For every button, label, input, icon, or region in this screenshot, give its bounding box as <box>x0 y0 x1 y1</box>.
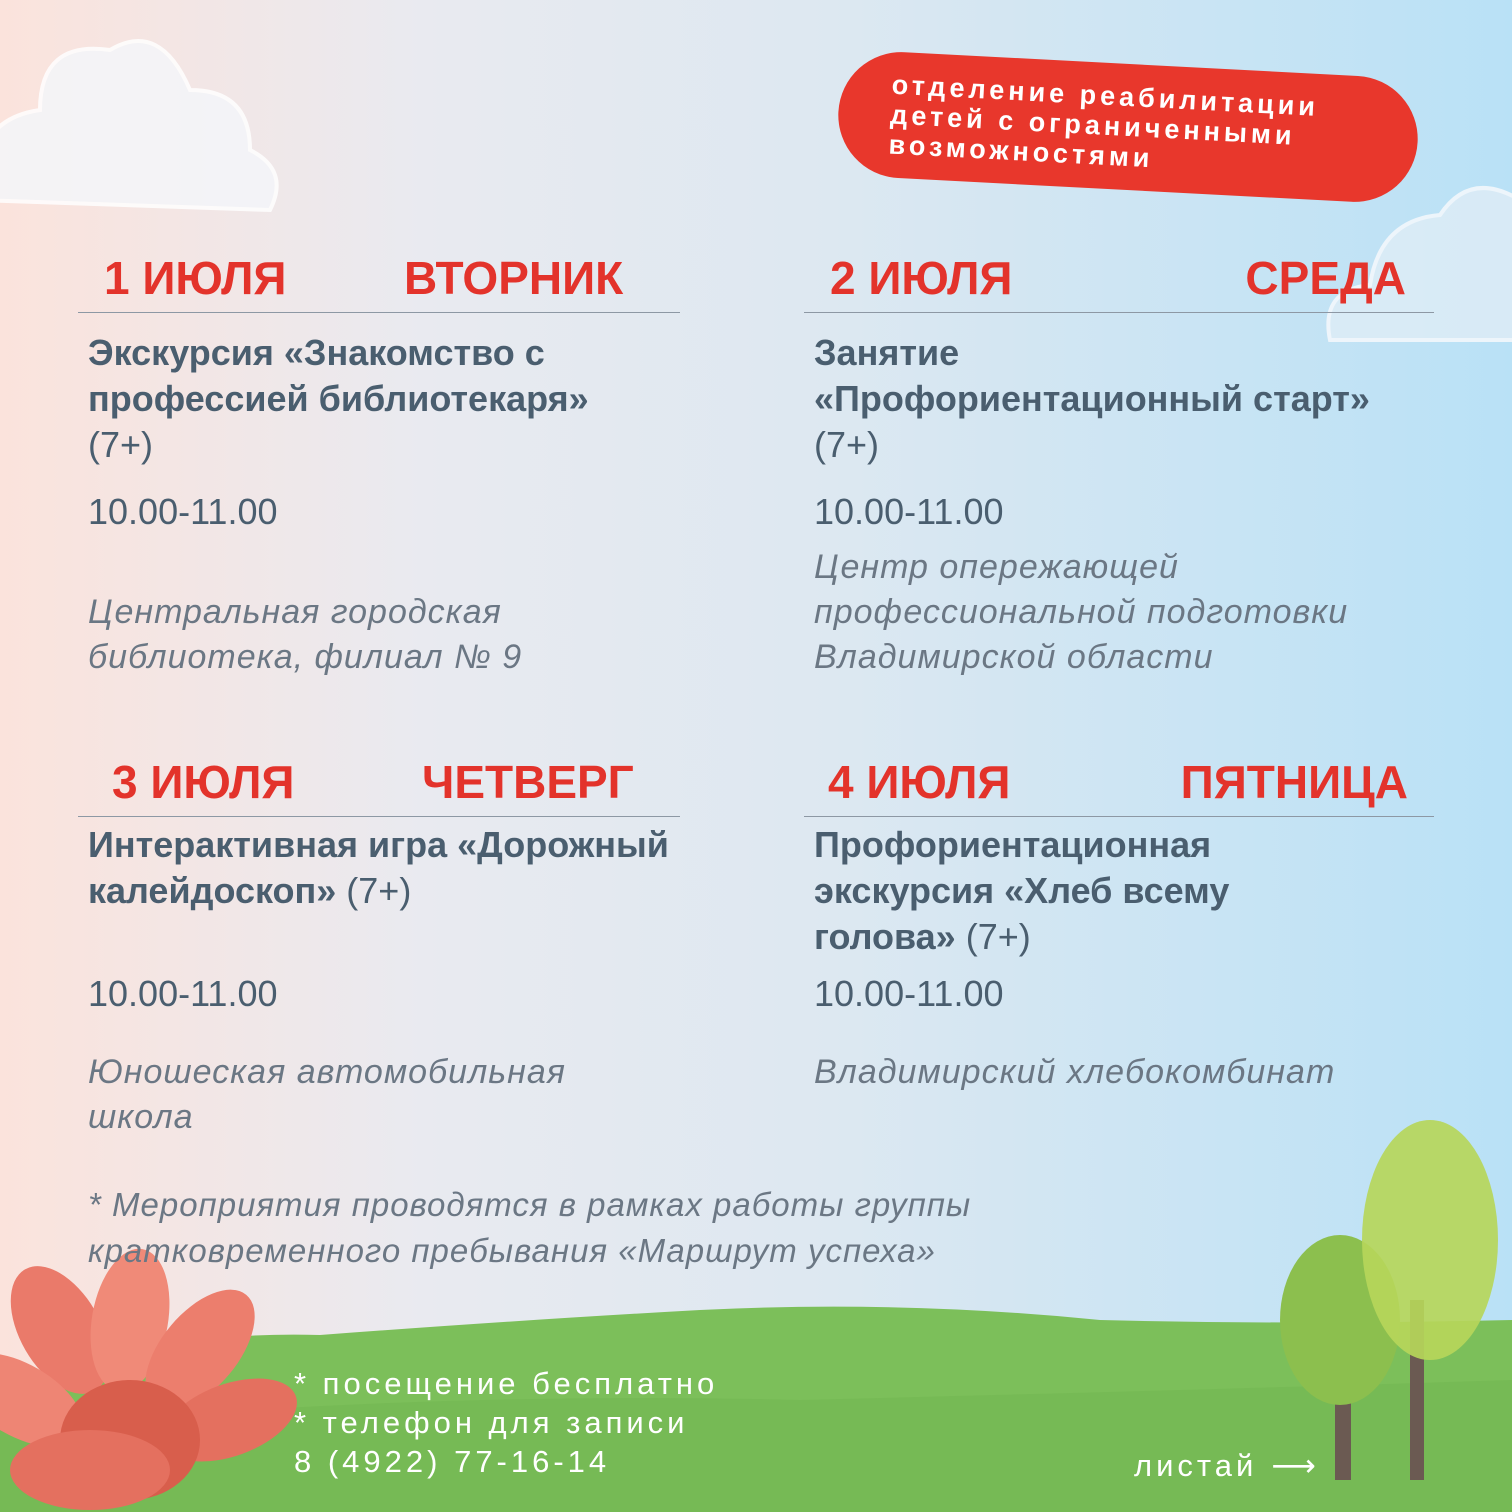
event-place-2: Центр опережающей профессиональной подготовки Владимирской области <box>814 548 1349 676</box>
day-date: 4 ИЮЛЯ <box>828 756 1011 808</box>
event-title: Экскурсия «Знакомство с профессией библиотекаря» <box>88 332 589 419</box>
day-header-1 <box>78 248 680 313</box>
event-title-4 <box>814 822 1374 960</box>
day-date: 1 ИЮЛЯ <box>104 252 287 304</box>
day-date: 2 ИЮЛЯ <box>830 252 1013 304</box>
event-time-4: 10.00-11.00 <box>814 973 1004 1014</box>
event-time-2: 10.00-11.00 <box>814 491 1004 532</box>
event-time-3: 10.00-11.00 <box>88 973 278 1014</box>
department-badge-text: отделение реабилитации детей с ограниченными возможностями <box>887 69 1320 174</box>
event-place-4: Владимирский хлебокомбинат <box>814 1053 1336 1091</box>
day-header-3 <box>78 752 680 817</box>
day-header-4 <box>804 752 1434 817</box>
phone-number: 8 (4922) 77-16-14 <box>294 1444 611 1479</box>
swipe-hint[interactable] <box>1134 1446 1316 1486</box>
age-rating: (7+) <box>346 870 412 911</box>
event-place-3: Юношеская автомобильная школа <box>88 1053 566 1136</box>
day-weekday: ВТОРНИК <box>404 252 624 304</box>
event-title: Занятие «Профориентационный старт» <box>814 332 1370 419</box>
phone-label: * телефон для записи <box>294 1405 689 1440</box>
event-title: Интерактивная игра «Дорожный калейдоскоп» <box>88 824 669 911</box>
day-date: 3 ИЮЛЯ <box>112 756 295 808</box>
event-place-1: Центральная городская библиотека, филиал № 9 <box>88 593 523 676</box>
free-visit-text: * посещение бесплатно <box>294 1366 719 1401</box>
day-weekday: СРЕДА <box>1245 252 1406 304</box>
event-title-3 <box>88 822 678 914</box>
age-rating: (7+) <box>814 424 880 465</box>
program-note: * Мероприятия проводятся в рамках работы группы кратковременного пребывания «Маршрут успеха» <box>88 1186 972 1269</box>
event-title-1 <box>88 330 648 468</box>
age-rating: (7+) <box>965 916 1031 957</box>
cloud-top-left-icon <box>0 41 277 210</box>
footer-info <box>294 1364 718 1481</box>
event-title: Профориентационная экскурсия «Хлеб всему голова» <box>814 824 1230 957</box>
age-rating: (7+) <box>88 424 154 465</box>
day-header-2 <box>804 248 1434 313</box>
swipe-label: листай <box>1134 1448 1258 1483</box>
event-time-1: 10.00-11.00 <box>88 491 278 532</box>
arrow-right-icon: ⟶ <box>1271 1448 1316 1483</box>
event-title-2 <box>814 330 1374 468</box>
day-weekday: ПЯТНИЦА <box>1180 756 1408 808</box>
day-weekday: ЧЕТВЕРГ <box>422 756 634 808</box>
